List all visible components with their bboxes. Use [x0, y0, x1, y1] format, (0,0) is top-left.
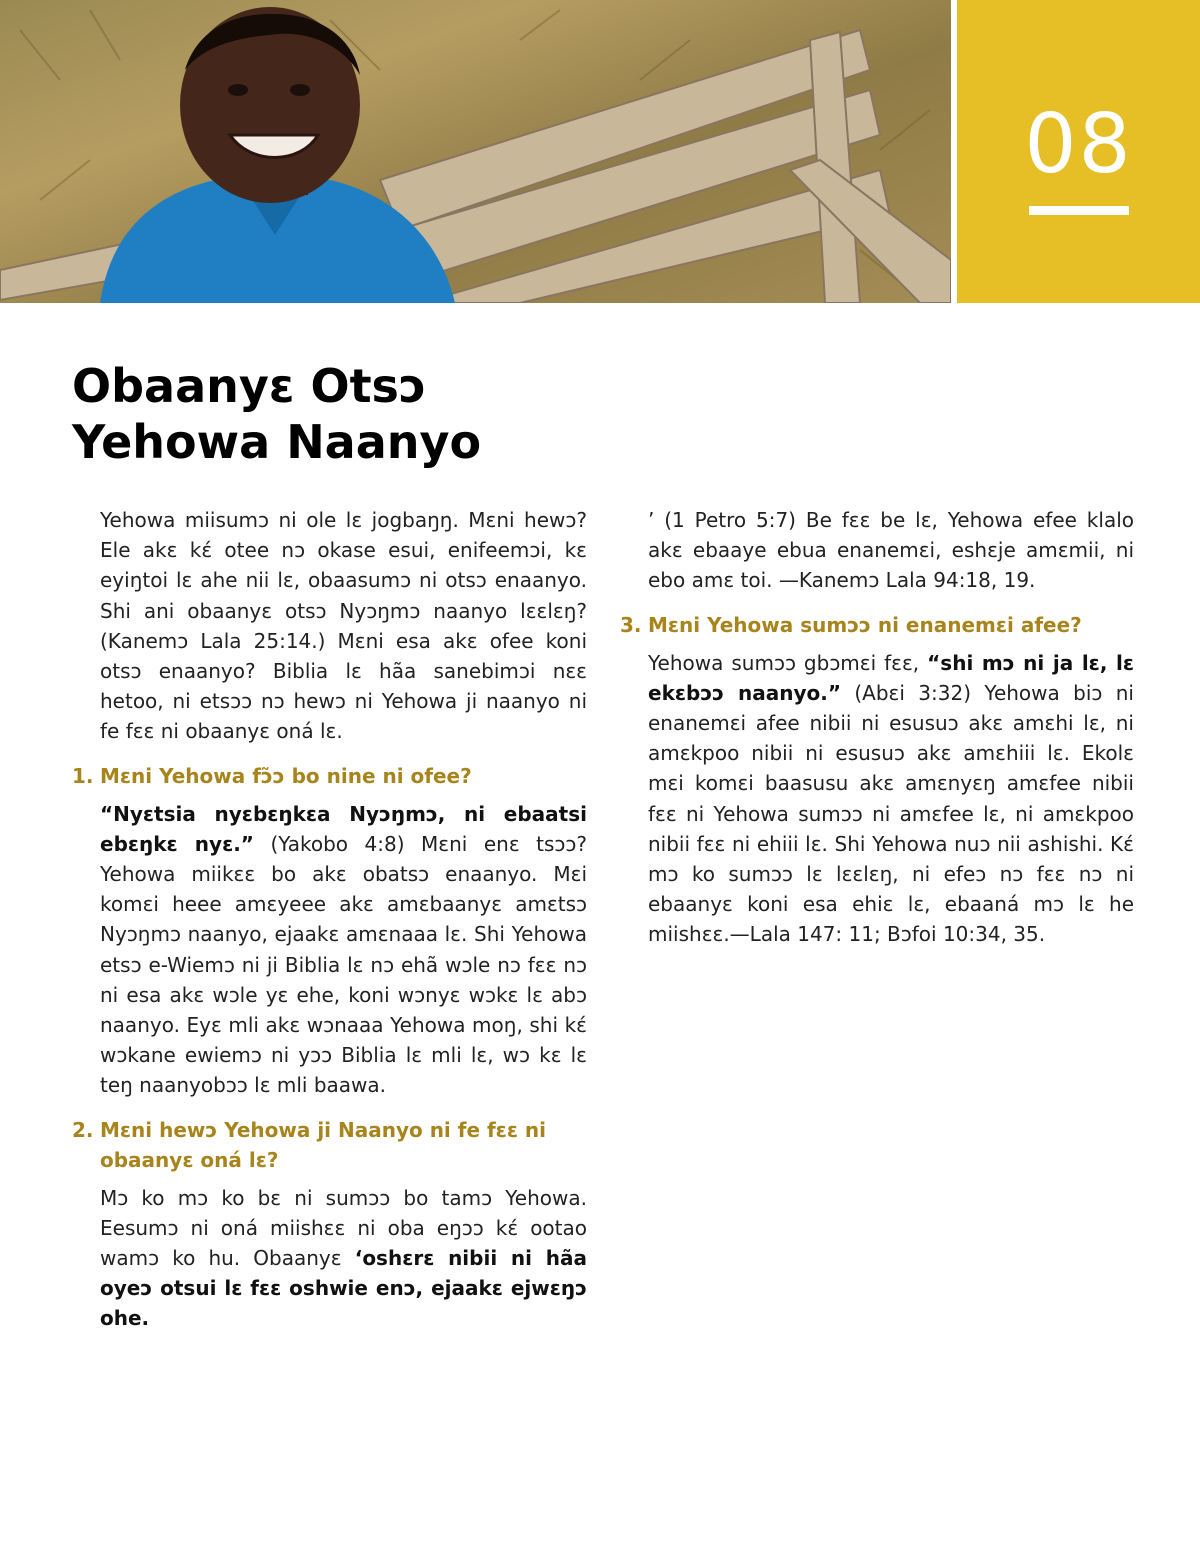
- section-2-paragraph: [72, 1183, 587, 1334]
- section-3-paragraph: [620, 648, 1134, 950]
- header-photo: [0, 0, 951, 303]
- section-2-number: 2.: [72, 1117, 94, 1142]
- section-1-quote: “Nyɛtsia nyɛbɛŋkɛa Nyɔŋmɔ, ni ebaatsi ebɛŋkɛ nyɛ.”: [100, 801, 587, 856]
- section-2-question-text: Mɛni hewɔ Yehowa ji Naanyo ni fe fɛɛ ni obaanyɛ oná lɛ?: [100, 1117, 547, 1172]
- left-column: [72, 505, 587, 1348]
- section-2-quote: ‘oshɛrɛ nibii ni hãa oyeɔ otsui lɛ fɛɛ oshwie enɔ, ejaakɛ ejwɛŋɔ ohe.: [100, 1246, 587, 1331]
- lesson-badge: [957, 0, 1200, 303]
- section-3-body-b: (Abɛi 3:32) Yehowa biɔ ni enanemɛi afee nibii ni esusuɔ akɛ amɛhi lɛ, ni amɛkpoo nibii ni esusuɔ akɛ amɛhiii lɛ. Ekolɛ mɛi komɛi baasusu akɛ amɛnyɛŋ amɛfee nibii fɛɛ ni Yehowa sumɔɔ ni amɛfee lɛ, ni amɛkpoo nibii fɛɛ ni ehiii lɛ. Shi Yehowa nuɔ nii ashishi. Kɛ́ mɔ ko sumɔɔ lɛ lɛɛlɛŋ, ni efeɔ nɔ fɛɛ nɔ ni ebaanyɛ koni esa ehiɛ lɛ, ebaaná mɔ lɛ he miishɛɛ.—Lala 147: 11; Bɔfoi 10:34, 35.: [648, 680, 1134, 947]
- section-1-body: (Yakobo 4:8) Mɛni enɛ tsɔɔ? Yehowa miikɛɛ bo akɛ obatsɔ enaanyo. Mɛi komɛi heee amɛyeee akɛ amɛbaanyɛ amɛtsɔ Nyɔŋmɔ naanyo, ejaakɛ amɛnaaa lɛ. Shi Yehowa etsɔ e-Wiemɔ ni ji Biblia lɛ nɔ ehã wɔle nɔ fɛɛ nɔ ni esa akɛ wɔle yɛ ehe, koni wɔnyɛ wɔkɛ lɛ abɔ naanyo. Eyɛ mli akɛ wɔnaaa Yehowa moŋ, shi kɛ́ wɔkane ewiemɔ ni yɔɔ Biblia lɛ mli lɛ, wɔ kɛ lɛ teŋ naanyobɔɔ lɛ mli baawa.: [100, 831, 587, 1098]
- section-1-paragraph: [72, 799, 587, 1101]
- section-2-continued: [620, 505, 1134, 596]
- section-2-question: [72, 1115, 587, 1175]
- section-3-quote: “shi mɔ ni ja lɛ, lɛ ekɛbɔɔ naanyo.”: [648, 650, 1134, 705]
- section-1-question-text: Mɛni Yehowa fɔ̃ɔ bo nine ni ofee?: [100, 763, 472, 788]
- section-3-number: 3.: [620, 612, 642, 637]
- lesson-underline: [1029, 206, 1129, 215]
- section-2-body-a: Mɔ ko mɔ ko bɛ ni sumɔɔ bo tamɔ Yehowa. Eesumɔ ni oná miishɛɛ ni oba eŋɔɔ kɛ́ ootao wamɔ ko hu. Obaanyɛ: [100, 1185, 587, 1271]
- intro-paragraph: Yehowa miisumɔ ni ole lɛ jogbaŋŋ. Mɛni hewɔ? Ele akɛ kɛ́ otee nɔ okase esui, enifeemɔi, kɛ eyiŋtoi lɛ ahe nii lɛ, obaasumɔ ni otsɔ enaanyo. Shi ani obaanyɛ otsɔ Nyɔŋmɔ naanyo lɛɛlɛŋ? (Kanemɔ Lala 25:14.) Mɛni esa akɛ ofee koni otsɔ enaanyo? Biblia lɛ hãa sanebimɔi nɛɛ hetoo, ni etsɔɔ nɔ hewɔ ni Yehowa ji naanyo ni fe fɛɛ ni obaanyɛ oná lɛ.: [100, 508, 587, 744]
- section-3-question: [620, 610, 1134, 640]
- photo-man-smiling-by-wooden-fence-icon: [0, 0, 951, 303]
- lesson-number: 08: [1024, 97, 1133, 192]
- section-1-question: [72, 761, 587, 791]
- page-title: [72, 358, 632, 470]
- section-3-body-a: Yehowa sumɔɔ gbɔmɛi fɛɛ,: [648, 650, 928, 675]
- section-1-number: 1.: [72, 763, 94, 788]
- right-column: [620, 505, 1134, 964]
- page-title-line2: Yehowa Naanyo: [72, 415, 482, 469]
- section-3-question-text: Mɛni Yehowa sumɔɔ ni enanemɛi afee?: [648, 612, 1082, 637]
- section-2-body-b: ’ (1 Petro 5:7) Be fɛɛ be lɛ, Yehowa efee klalo akɛ ebaaye ebua enanemɛi, eshɛje amɛmii, ni ebo amɛ toi. —Kanemɔ Lala 94:18, 19.: [648, 508, 1134, 593]
- page-title-line1: Obaanyɛ Otsɔ: [72, 359, 427, 413]
